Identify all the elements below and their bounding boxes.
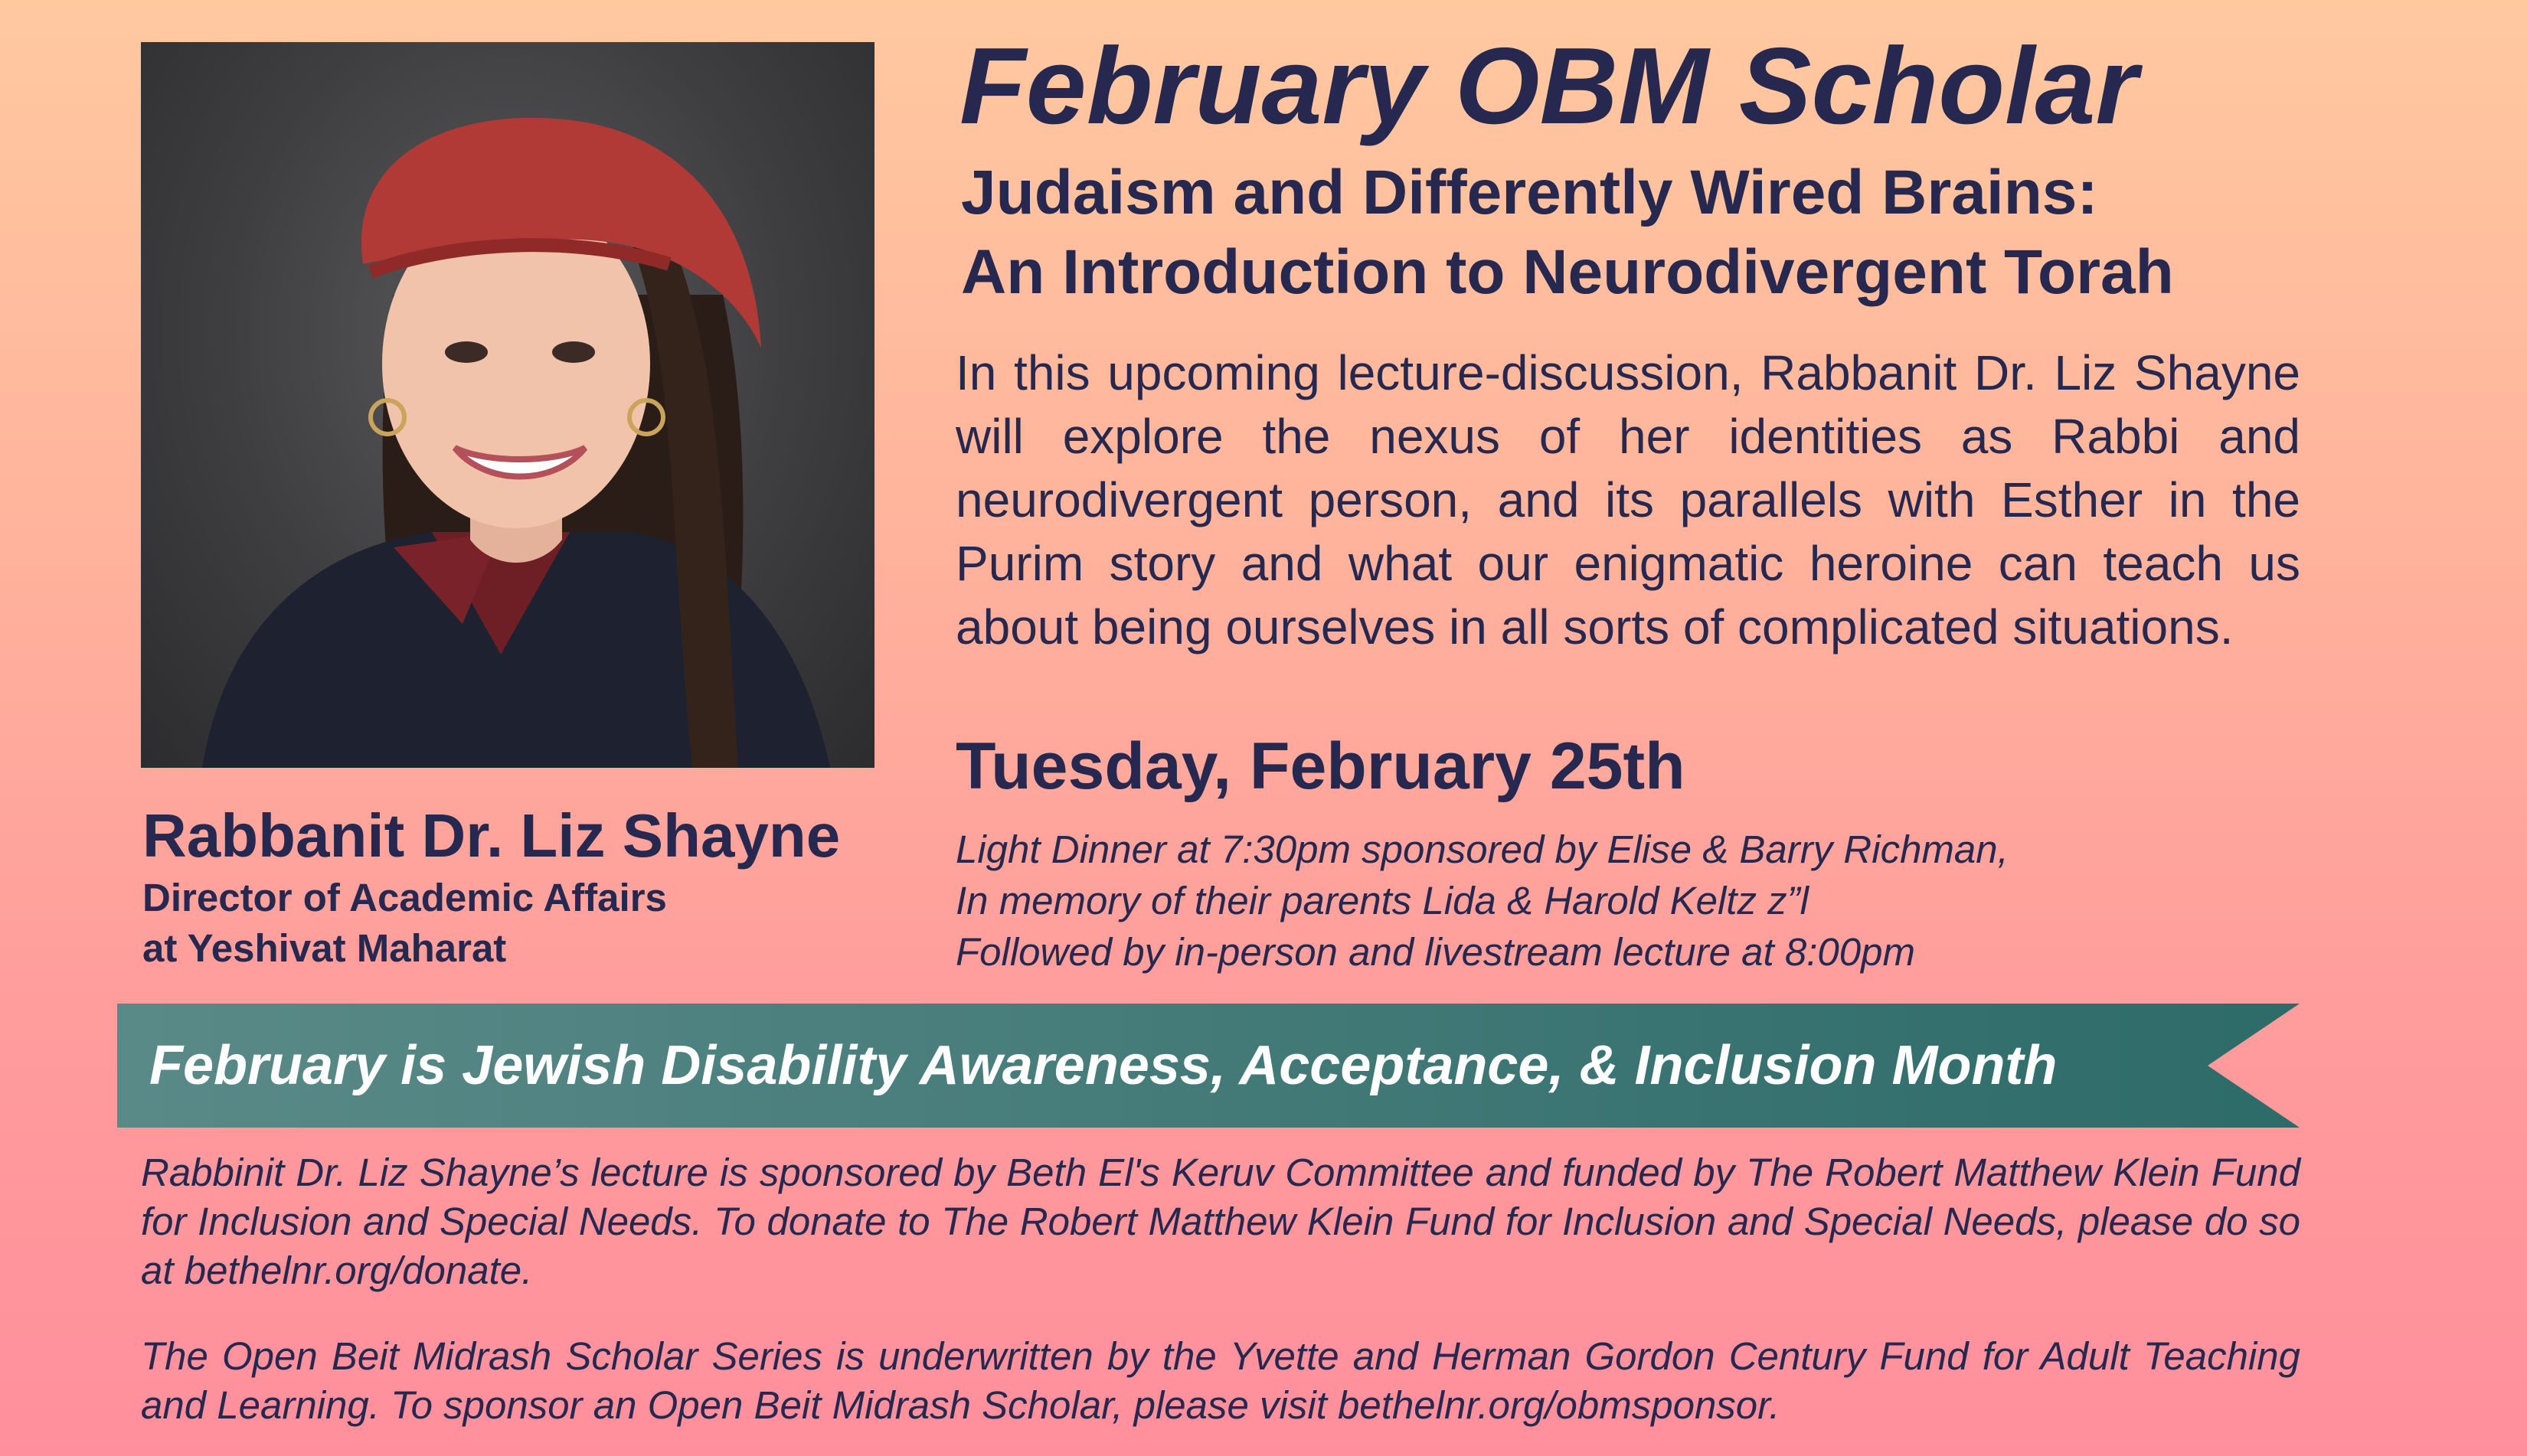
speaker-name: Rabbanit Dr. Liz Shayne xyxy=(142,801,841,870)
event-details xyxy=(956,824,2009,978)
underwriting-note: The Open Beit Midrash Scholar Series is underwritten by the Yvette and Herman Gordon Century Fund for Adult Teaching and Learning. To sponsor an Open Beit Midrash Scholar, please visit bethelnr.org/obmsponsor. xyxy=(141,1334,2300,1427)
speaker-photo xyxy=(141,42,874,768)
speaker-role-line-2: at Yeshivat Maharat xyxy=(142,926,507,970)
lecture-description: In this upcoming lecture-discussion, Rabbanit Dr. Liz Shayne will explore the nexus of her identities as Rabbi and neurodivergent person, and its parallels with Esther in the Purim story and what our enigmatic heroine can teach us about being ourselves in all sorts of complicated situations. xyxy=(956,345,2300,655)
awareness-month-banner xyxy=(117,1004,2300,1128)
banner-text: February is Jewish Disability Awareness, Acceptance, & Inclusion Month xyxy=(149,1035,2058,1096)
speaker-portrait-illustration xyxy=(141,42,874,768)
speaker-role xyxy=(142,873,667,974)
event-details-line-2: In memory of their parents Lida & Harold Keltz z”l xyxy=(956,879,1809,922)
event-details-line-3: Followed by in-person and livestream lecture at 8:00pm xyxy=(956,930,1915,974)
speaker-role-line-1: Director of Academic Affairs xyxy=(142,876,667,919)
sponsorship-note: Rabbinit Dr. Liz Shayne’s lecture is sponsored by Beth El's Keruv Committee and funded by The Robert Matthew Klein Fund for Inclusion and Special Needs. To donate to The Robert Matthew Klein Fund for Inclusion and Special Needs, please do so at bethelnr.org/donate. xyxy=(141,1151,2300,1292)
lecture-title-line-1: Judaism and Differently Wired Brains: xyxy=(961,158,2098,227)
page-title: February OBM Scholar xyxy=(959,25,2138,147)
event-details-line-1: Light Dinner at 7:30pm sponsored by Elise & Barry Richman, xyxy=(956,828,2009,871)
lecture-title xyxy=(961,153,2174,312)
event-date: Tuesday, February 25th xyxy=(956,730,1685,803)
lecture-title-line-2: An Introduction to Neurodivergent Torah xyxy=(961,237,2174,307)
